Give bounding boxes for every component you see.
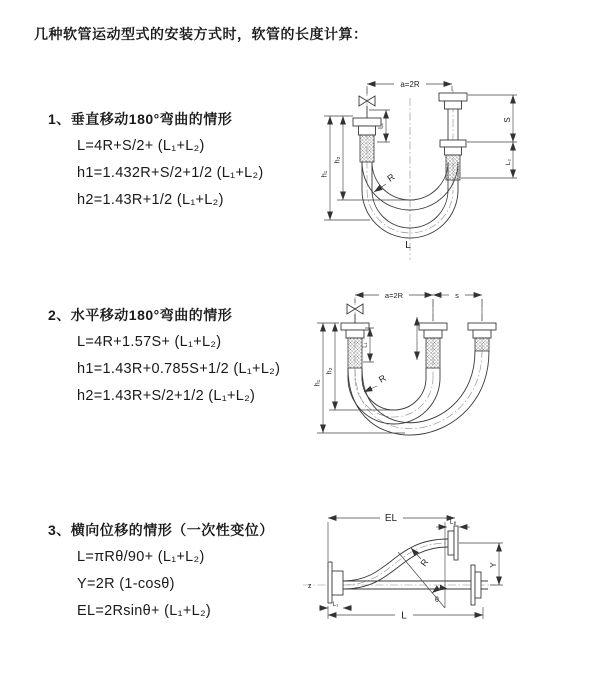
- dim-label-a2r: a=2R: [400, 80, 420, 89]
- dim-label-h1: h₁: [312, 379, 322, 387]
- formula-s1-h2: h2=1.43R+1/2 (L₁+L₂): [77, 192, 224, 208]
- radius-label: R: [418, 557, 431, 569]
- dim-label-l: L: [401, 610, 407, 622]
- dimension-s: [467, 95, 517, 142]
- section-1-heading: 1、垂直移动180°弯曲的情形: [48, 111, 233, 127]
- dim-label-y: Y: [489, 562, 498, 568]
- dimension-a2r: [367, 80, 452, 94]
- dimension-l2: [436, 519, 470, 527]
- formula-s1-h1: h1=1.432R+S/2+1/2 (L₁+L₂): [77, 165, 264, 181]
- dimension-l1: [319, 602, 352, 608]
- diagram-lateral-displacement: [295, 500, 600, 650]
- dim-label-s: S: [503, 117, 512, 123]
- formula-s2-l: L=4R+1.57S+ (L₁+L₂): [77, 334, 222, 350]
- dim-label-el: EL: [384, 513, 398, 524]
- formula-s3-l: L=πRθ/90+ (L₁+L₂): [77, 549, 205, 565]
- dim-label-h2: h₂: [324, 367, 334, 375]
- middle-pipe-fitting: [419, 323, 447, 368]
- formula-s2-h2: h2=1.43R+S/2+1/2 (L₁+L₂): [77, 388, 256, 404]
- pipe-break-mark: z: [308, 583, 312, 590]
- diagram-horizontal-180: [305, 283, 595, 468]
- formula-s1-l: L=4R+S/2+ (L₁+L₂): [77, 138, 205, 154]
- braided-hose-section: [348, 338, 362, 368]
- dim-label-l1: L₁: [377, 123, 385, 129]
- dim-label-s: s: [455, 291, 459, 300]
- dim-label-l1: L₁: [332, 602, 339, 608]
- section-2-heading: 2、水平移动180°弯曲的情形: [48, 307, 233, 323]
- left-flange: [328, 562, 343, 603]
- dim-label-h2: h₂: [332, 156, 342, 164]
- braided-hose-section: [360, 135, 374, 162]
- section-3: [48, 517, 274, 625]
- radius-label: R: [385, 171, 397, 184]
- right-pipe-fitting: [468, 323, 496, 351]
- dimension-el: [328, 513, 455, 561]
- dim-label-a2r: a=2R: [384, 291, 404, 300]
- dim-label-l2: L₂: [505, 158, 512, 166]
- section-1: [48, 106, 264, 214]
- radius-callout: [364, 373, 388, 392]
- centerlines: [355, 297, 482, 429]
- formula-s3-el: EL=2Rsinθ+ (L₁+L₂): [77, 603, 212, 619]
- angle-label: θ: [435, 597, 439, 604]
- dim-label-l1: L₁: [362, 342, 369, 348]
- centerlines: [367, 88, 453, 260]
- section-2: [48, 302, 280, 410]
- hose-outline: [348, 351, 489, 435]
- dimension-l: [328, 606, 483, 622]
- radius-callout: [411, 548, 431, 568]
- dim-label-l2: L₂: [449, 519, 457, 526]
- dimension-a2r: [355, 291, 433, 300]
- dimension-s: [355, 291, 482, 321]
- formula-s3-y: Y=2R (1-cosθ): [77, 576, 175, 592]
- length-label: L: [405, 240, 411, 251]
- right-upper-flange: [448, 526, 458, 560]
- right-lower-flange: [471, 565, 488, 605]
- dim-label-h1: h₁: [319, 170, 329, 178]
- diagram-vertical-180: [310, 70, 595, 265]
- section-3-heading: 3、横向位移的情形（一次性变位）: [48, 522, 274, 538]
- page-title: 几种软管运动型式的安装方式时，软管的长度计算：: [34, 26, 368, 42]
- radius-label: R: [377, 372, 388, 385]
- braided-hose-section: [475, 338, 489, 351]
- dimension-l2: [461, 142, 517, 178]
- braided-hose-section: [446, 155, 460, 180]
- braided-hose-section: [426, 338, 440, 368]
- formula-s2-h1: h1=1.43R+0.785S+1/2 (L₁+L₂): [77, 361, 281, 377]
